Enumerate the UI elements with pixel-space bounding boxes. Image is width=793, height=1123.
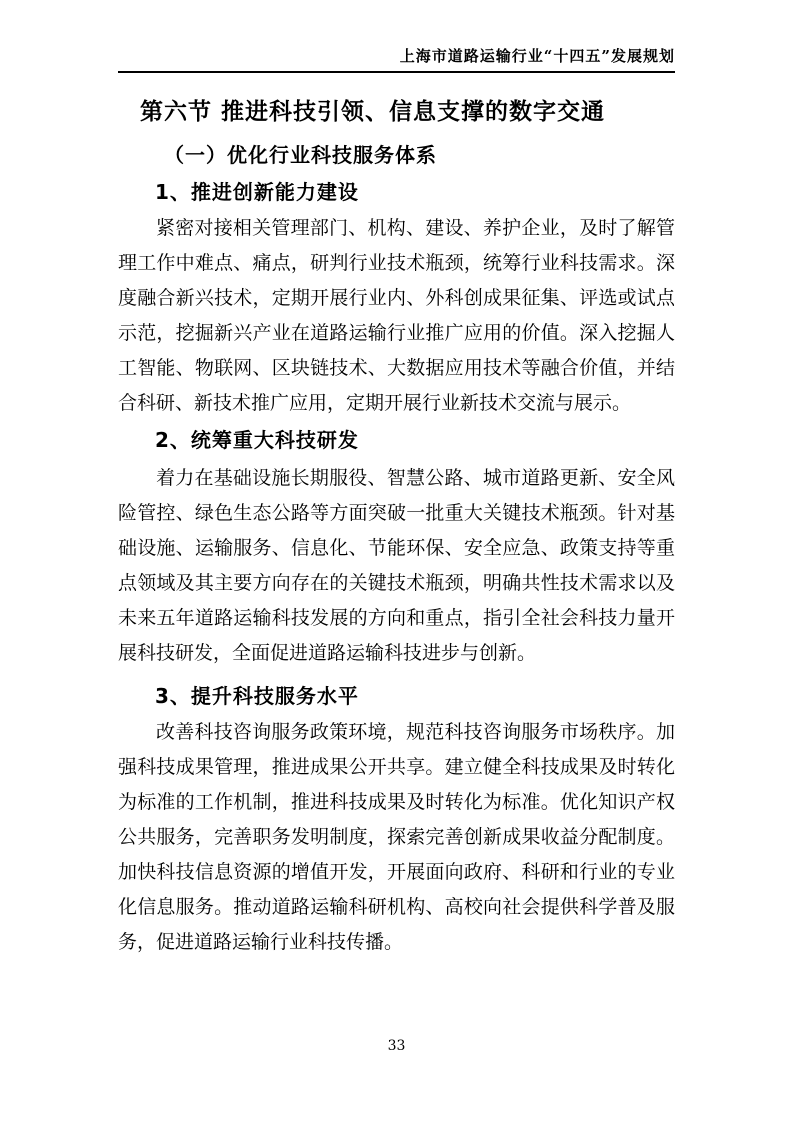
- paragraph-line: 度融合新兴技术，定期开展行业内、外科创成果征集、评选或试点: [118, 287, 675, 309]
- page-number: 33: [387, 1038, 406, 1054]
- paragraph-line: 理工作中难点、痛点，研判行业技术瓶颈，统筹行业科技需求。深: [118, 252, 675, 274]
- paragraph-line: 险管控、绿色生态公路等方面突破一批重大关键技术瓶颈。针对基: [118, 502, 675, 524]
- block-heading-1: 1、推进创新能力建设: [155, 180, 359, 204]
- paragraph-line: 着力在基础设施长期服役、智慧公路、城市道路更新、安全风: [156, 467, 675, 489]
- section-title: 第六节 推进科技引领、信息支撑的数字交通: [139, 99, 605, 125]
- paragraph-line: 示范，挖掘新兴产业在道路运输行业推广应用的价值。深入挖掘人: [118, 322, 675, 344]
- paragraph-line: 强科技成果管理，推进成果公开共享。建立健全科技成果及时转化: [118, 756, 675, 778]
- paragraph-line: 紧密对接相关管理部门、机构、建设、养护企业，及时了解管: [156, 217, 675, 239]
- paragraph-line: 未来五年道路运输科技发展的方向和重点，指引全社会科技力量开: [118, 607, 675, 629]
- paragraph-line: 为标准的工作机制，推进科技成果及时转化为标准。优化知识产权: [118, 791, 675, 813]
- running-header: 上海市道路运输行业“十四五”发展规划: [118, 46, 675, 73]
- paragraph-2: [118, 461, 675, 671]
- paragraph-line: 点领域及其主要方向存在的关键技术瓶颈，明确共性技术需求以及: [118, 572, 675, 594]
- paragraph-3: [118, 715, 675, 960]
- paragraph-line: 改善科技咨询服务政策环境，规范科技咨询服务市场秩序。加: [156, 721, 675, 743]
- page-content: [118, 0, 675, 960]
- block-heading-2: 2、统筹重大科技研发: [155, 428, 359, 452]
- paragraph-line: 合科研、新技术推广应用，定期开展行业新技术交流与展示。: [118, 392, 632, 414]
- paragraph-line: 工智能、物联网、区块链技术、大数据应用技术等融合价值，并结: [118, 357, 675, 379]
- paragraph-line: 展科技研发，全面促进道路运输科技进步与创新。: [118, 642, 537, 664]
- paragraph-line: 公共服务，完善职务发明制度，探索完善创新成果收益分配制度。: [118, 826, 675, 848]
- paragraph-line: 加快科技信息资源的增值开发，开展面向政府、科研和行业的专业: [118, 861, 675, 883]
- block-heading-3: 3、提升科技服务水平: [155, 684, 359, 708]
- paragraph-line: 务，促进道路运输行业科技传播。: [118, 931, 404, 953]
- paragraph-line: 化信息服务。推动道路运输科研机构、高校向社会提供科学普及服: [118, 896, 675, 918]
- paragraph-line: 础设施、运输服务、信息化、节能环保、安全应急、政策支持等重: [118, 537, 675, 559]
- subsection-title: （一）优化行业科技服务体系: [164, 143, 437, 167]
- paragraph-1: [118, 211, 675, 421]
